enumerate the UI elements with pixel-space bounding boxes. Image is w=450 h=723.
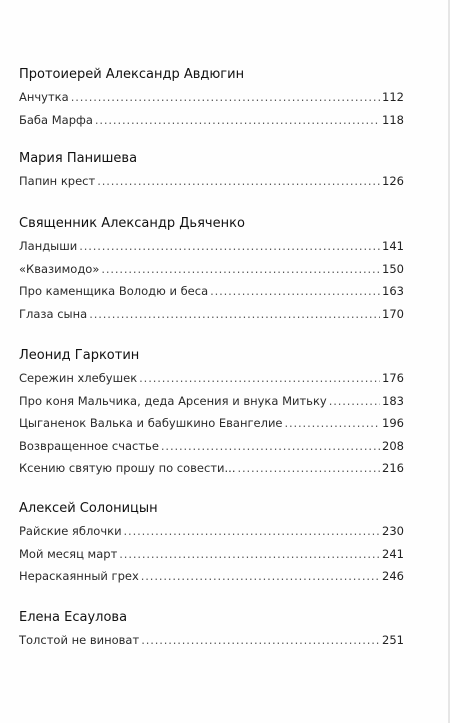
toc-entry[interactable] (19, 457, 404, 480)
toc-section (19, 498, 404, 588)
toc-entry[interactable] (19, 435, 404, 458)
entry-page-number: 150 (382, 261, 404, 276)
toc-entry[interactable] (19, 629, 404, 652)
dot-leader (161, 435, 380, 458)
entry-page-number: 141 (382, 239, 404, 253)
toc-entry[interactable] (19, 543, 404, 566)
toc-entry[interactable] (19, 520, 404, 543)
entry-page-number: 118 (382, 112, 404, 127)
dot-leader (285, 412, 381, 435)
entry-title: Папин крест (19, 174, 96, 188)
entry-page-number: 230 (382, 524, 404, 538)
entry-page-number: 112 (382, 90, 404, 104)
toc-section (19, 345, 404, 480)
entry-title: Ландыши (19, 239, 78, 253)
dot-leader (210, 280, 380, 303)
toc-entry[interactable] (19, 235, 404, 258)
entry-page-number: 183 (382, 393, 404, 408)
entry-title: Райские яблочки (19, 524, 122, 538)
entry-title: Толстой не виноват (19, 633, 140, 647)
entry-page-number: 196 (382, 416, 404, 430)
toc-entry[interactable] (19, 412, 404, 435)
dot-leader (71, 86, 380, 109)
entry-page-number: 208 (382, 438, 404, 453)
toc-section (19, 148, 404, 193)
dot-leader (119, 543, 380, 566)
author-heading: Елена Есаулова (19, 610, 128, 625)
entry-title: Ксению святую прошу по совести... (19, 461, 236, 475)
toc-entry[interactable] (19, 390, 404, 413)
entry-page-number: 246 (382, 569, 404, 583)
author-heading: Алексей Солоницын (19, 501, 158, 516)
dot-leader (97, 170, 380, 193)
entry-title: Про коня Мальчика, деда Арсения и внука Митьку (19, 393, 327, 408)
dot-leader (237, 457, 380, 480)
author-heading: Протоиерей Александр Авдюгин (19, 67, 245, 82)
dot-leader (101, 258, 380, 281)
entry-title: Баба Марфа (19, 112, 93, 127)
entry-title: «Квазимодо» (19, 261, 100, 276)
dot-leader (79, 235, 380, 258)
dot-leader (139, 367, 380, 390)
entry-page-number: 170 (382, 306, 404, 321)
dot-leader (141, 629, 380, 652)
toc-section (19, 64, 404, 131)
toc-entry[interactable] (19, 565, 404, 588)
toc-section (19, 213, 404, 325)
entry-title: Нераскаянный грех (19, 569, 139, 583)
entry-title: Анчутка (19, 90, 69, 104)
entry-title: Мой месяц март (19, 546, 118, 561)
entry-title: Возвращенное счастье (19, 438, 159, 453)
toc-section (19, 607, 404, 652)
dot-leader (89, 303, 380, 326)
toc-entry[interactable] (19, 86, 404, 109)
entry-title: Цыганенок Валька и бабушкино Евангелие (19, 416, 283, 430)
entry-page-number: 216 (382, 461, 404, 475)
dot-leader (124, 520, 381, 543)
toc-entry[interactable] (19, 109, 404, 132)
entry-page-number: 241 (382, 546, 404, 561)
dot-leader (141, 565, 380, 588)
toc-entry[interactable] (19, 367, 404, 390)
author-heading: Леонид Гаркотин (19, 348, 140, 363)
toc-entry[interactable] (19, 170, 404, 193)
author-heading: Мария Панишева (19, 151, 138, 166)
dot-leader (95, 109, 380, 132)
toc-entry[interactable] (19, 303, 404, 326)
entry-page-number: 251 (382, 633, 404, 647)
entry-title: Сережин хлебушек (19, 371, 138, 385)
toc-entry[interactable] (19, 280, 404, 303)
toc-entry[interactable] (19, 258, 404, 281)
entry-page-number: 163 (382, 284, 404, 298)
author-heading: Священник Александр Дьяченко (19, 216, 245, 231)
dot-leader (329, 390, 380, 413)
entry-page-number: 126 (382, 174, 404, 188)
entry-title: Про каменщика Володю и беса (19, 284, 209, 298)
entry-page-number: 176 (382, 371, 404, 385)
entry-title: Глаза сына (19, 306, 88, 321)
